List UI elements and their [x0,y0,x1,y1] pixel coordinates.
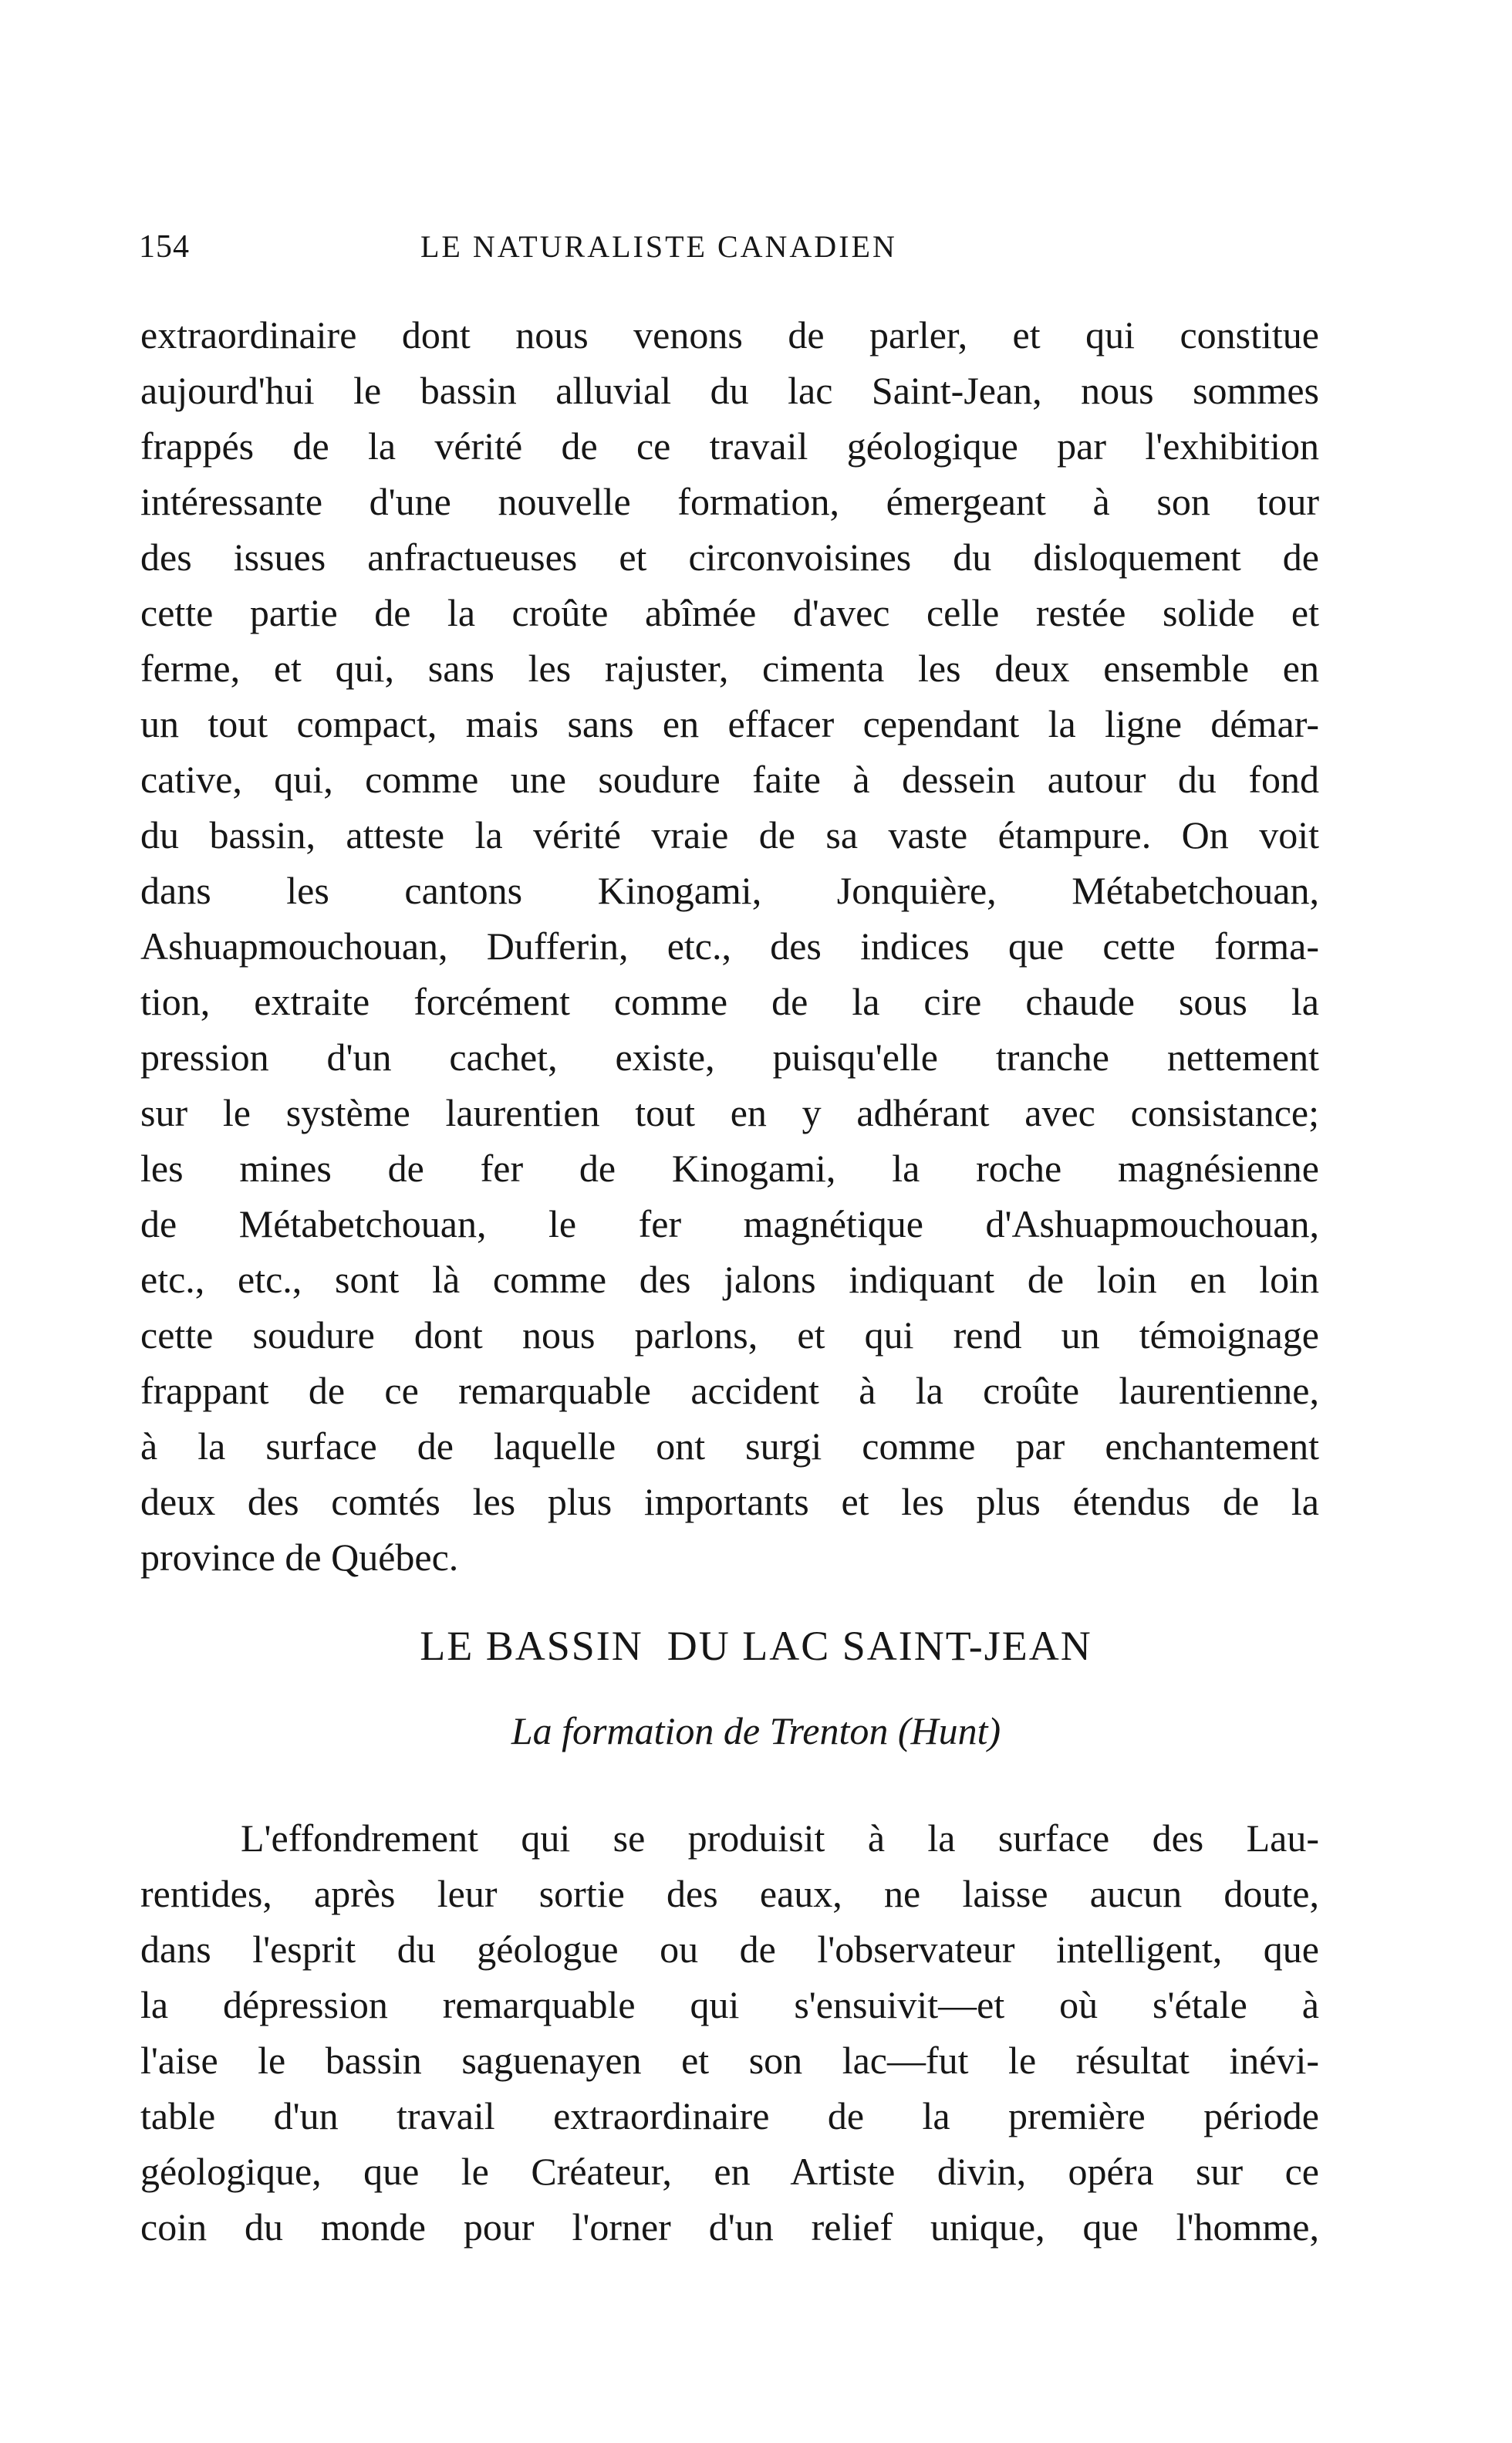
section-heading: LE BASSIN DU LAC SAINT-JEAN [420,1623,1092,1669]
text-line: rentides, après leur sortie des eaux, ne laisse aucun doute, [140,1872,1319,1915]
text-line: tion, extraite forcément comme de la cire chaude sous la [140,980,1319,1023]
text-line: du bassin, atteste la vérité vraie de sa vaste étampure. On voit [140,813,1319,857]
text-line: frappés de la vérité de ce travail géologique par l'exhibition [140,424,1319,468]
text-line: province de Québec. [140,1536,459,1579]
text-line: un tout compact, mais sans en effacer cependant la ligne démar- [140,702,1319,745]
text-line: pression d'un cachet, existe, puisqu'elle tranche nettement [140,1036,1319,1079]
text-line: de Métabetchouan, le fer magnétique d'Ashuapmouchouan, [140,1202,1319,1245]
text-line: cette soudure dont nous parlons, et qui rend un témoignage [140,1313,1319,1357]
text-line: cette partie de la croûte abîmée d'avec celle restée solide et [140,591,1319,634]
text-line: ferme, et qui, sans les rajuster, cimenta les deux ensemble en [140,647,1319,690]
text-line: sur le système laurentien tout en y adhérant avec consistance; [140,1091,1319,1134]
text-line: dans les cantons Kinogami, Jonquière, Métabetchouan, [140,869,1319,912]
running-title: LE NATURALISTE CANADIEN [420,229,897,264]
text-line: coin du monde pour l'orner d'un relief unique, que l'homme, [140,2205,1319,2249]
paragraph [140,1810,1319,2255]
text-line: deux des comtés les plus importants et les plus étendus de la [140,1480,1319,1523]
text-line: table d'un travail extraordinaire de la première période [140,2094,1319,2137]
text-line: cative, qui, comme une soudure faite à dessein autour du fond [140,758,1319,801]
text-line: extraordinaire dont nous venons de parler, et qui constitue [140,313,1319,356]
paragraph-continued [140,307,1319,1585]
text-line: les mines de fer de Kinogami, la roche magnésienne [140,1147,1319,1190]
text-line: l'aise le bassin saguenayen et son lac—fut le résultat inévi- [140,2039,1319,2082]
running-head [139,224,1327,270]
text-line: aujourd'hui le bassin alluvial du lac Saint-Jean, nous sommes [140,369,1319,412]
text-line: à la surface de laquelle ont surgi comme par enchantement [140,1424,1319,1468]
text-line: géologique, que le Créateur, en Artiste divin, opéra sur ce [140,2150,1319,2193]
text-line: Ashuapmouchouan, Dufferin, etc., des indices que cette forma- [140,924,1319,968]
text-line: intéressante d'une nouvelle formation, émergeant à son tour [140,480,1319,523]
text-line: L'effondrement qui se produisit à la surface des Lau- [241,1816,1319,1860]
text-line: dans l'esprit du géologue ou de l'observateur intelligent, que [140,1928,1319,1971]
section-subheading: La formation de Trenton (Hunt) [511,1709,1001,1752]
text-line: des issues anfractueuses et circonvoisines du disloquement de [140,536,1319,579]
text-line: la dépression remarquable qui s'ensuivit—et où s'étale à [140,1983,1319,2026]
text-line: etc., etc., sont là comme des jalons indiquant de loin en loin [140,1258,1319,1301]
page-number: 154 [139,229,190,265]
text-line: frappant de ce remarquable accident à la croûte laurentienne, [140,1369,1319,1412]
